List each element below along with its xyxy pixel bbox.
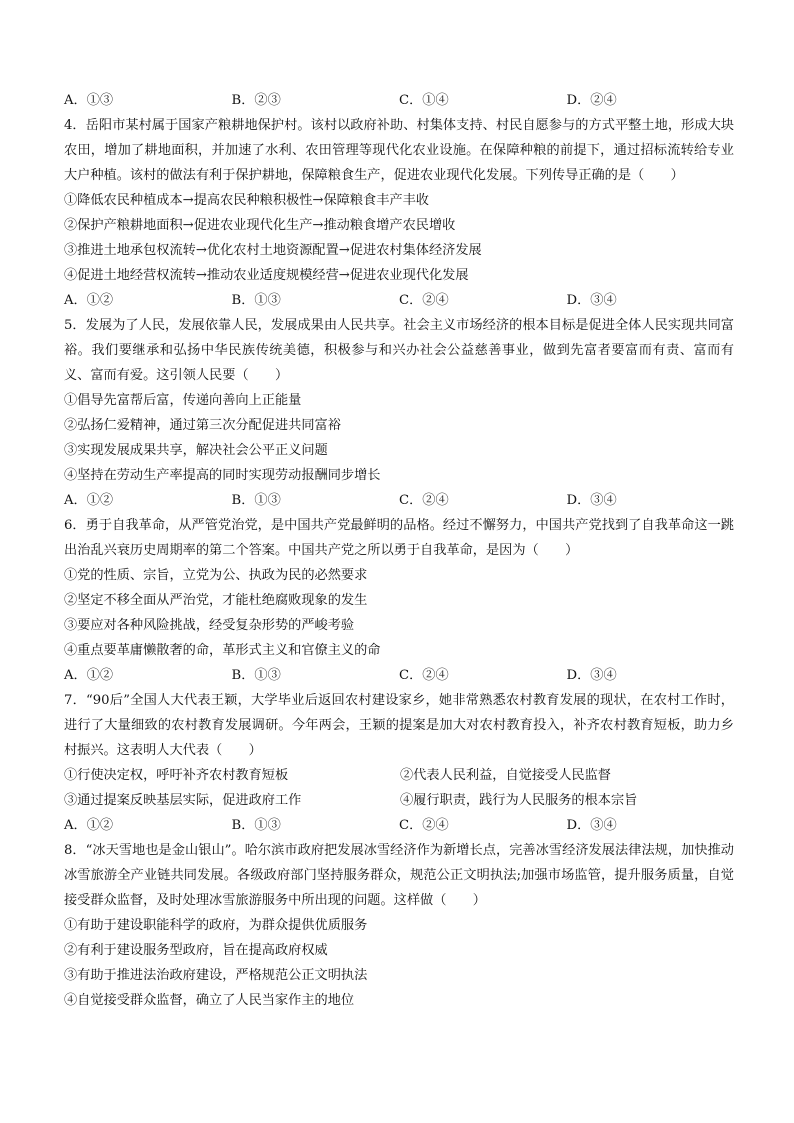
q8-item-4: ④自觉接受群众监督，确立了人民当家作主的地位 xyxy=(64,993,355,1008)
q6-options xyxy=(64,663,734,688)
q5-option-a: A．①② xyxy=(64,493,114,508)
q4-item-2: ②保护产粮耕地面积→促进农业现代化生产→推动粮食增产农民增收 xyxy=(64,218,456,233)
q5-option-b: B．①③ xyxy=(231,493,281,508)
q6-option-b: B．①③ xyxy=(231,668,281,683)
q5-item-3: ③实现发展成果共享，解决社会公平正义问题 xyxy=(64,443,328,458)
q4-option-d: D．③④ xyxy=(566,293,617,308)
q8-item-2: ②有利于建设服务型政府，旨在提高政府权威 xyxy=(64,943,328,958)
q7-option-b: B．①③ xyxy=(231,818,281,833)
q5-stem: 5．发展为了人民，发展依靠人民，发展成果由人民共享。社会主义市场经济的根本目标是促进全体人民实现共同富裕。我们要继承和弘扬中华民族传统美德，积极参与和兴办社会公益慈善事业，做到先富者要富而有责、富而有义、富而有爱。这引领人民要（ ） xyxy=(64,318,734,383)
q8-item-3: ③有助于推进法治政府建设，严格规范公正文明执法 xyxy=(64,968,368,983)
q3-option-b: B．②③ xyxy=(231,93,281,108)
q8-stem: 8．“冰天雪地也是金山银山”。哈尔滨市政府把发展冰雪经济作为新增长点，完善冰雪经济发展法律法规，加快推动冰雪旅游全产业链共同发展。各级政府部门坚持服务群众，规范公正文明执法;加强市场监管，提升服务质量，自觉接受群众监督，及时处理冰雪旅游服务中所出现的问题。这样做（ ） xyxy=(64,843,734,908)
q4-item-3: ③推进土地承包权流转→优化农村土地资源配置→促进农村集体经济发展 xyxy=(64,243,482,258)
q8-item-1: ①有助于建设职能科学的政府，为群众提供优质服务 xyxy=(64,918,368,933)
q4-option-a: A．①② xyxy=(64,293,114,308)
q7-item-2: ②代表人民利益，自觉接受人民监督 xyxy=(400,768,611,783)
q5-option-c: C．②④ xyxy=(399,493,449,508)
q3-options xyxy=(64,88,734,113)
q7-options xyxy=(64,813,734,838)
q5-options xyxy=(64,488,734,513)
q7-item-3: ③通过提案反映基层实际，促进政府工作 xyxy=(64,793,302,808)
q6-item-1: ①党的性质、宗旨，立党为公、执政为民的必然要求 xyxy=(64,568,368,583)
q4-option-b: B．①③ xyxy=(231,293,281,308)
q5-option-d: D．③④ xyxy=(566,493,617,508)
q5-item-2: ②弘扬仁爱精神，通过第三次分配促进共同富裕 xyxy=(64,418,341,433)
q7-option-d: D．③④ xyxy=(566,818,617,833)
exam-page xyxy=(64,88,734,1013)
q4-option-c: C．②④ xyxy=(399,293,449,308)
q3-option-d: D．②④ xyxy=(566,93,617,108)
q7-items-row-2 xyxy=(64,788,734,813)
q5-item-1: ①倡导先富帮后富，传递向善向上正能量 xyxy=(64,393,302,408)
q3-option-a: A．①③ xyxy=(64,93,114,108)
q6-item-4: ④重点要革庸懒散奢的命，革形式主义和官僚主义的命 xyxy=(64,643,381,658)
q4-options xyxy=(64,288,734,313)
q4-stem: 4．岳阳市某村属于国家产粮耕地保护村。该村以政府补助、村集体支持、村民自愿参与的方式平整土地，形成大块农田，增加了耕地面积，并加速了水利、农田管理等现代化农业设施。在保障种粮的前提下，通过招标流转给专业大户种植。该村的做法有利于保护耕地，保障粮食生产，促进农业现代化发展。下列传导正确的是（ ） xyxy=(64,118,734,183)
q6-option-a: A．①② xyxy=(64,668,114,683)
q6-item-2: ②坚定不移全面从严治党，才能杜绝腐败现象的发生 xyxy=(64,593,368,608)
q7-item-4: ④履行职责，践行为人民服务的根本宗旨 xyxy=(400,793,638,808)
q7-items-row-1 xyxy=(64,763,734,788)
q3-option-c: C．①④ xyxy=(399,93,449,108)
q6-option-d: D．③④ xyxy=(566,668,617,683)
q6-item-3: ③要应对各种风险挑战，经受复杂形势的严峻考验 xyxy=(64,618,355,633)
q7-item-1: ①行使决定权，呼吁补齐农村教育短板 xyxy=(64,768,289,783)
q6-stem: 6．勇于自我革命，从严管党治党，是中国共产党最鲜明的品格。经过不懈努力，中国共产党找到了自我革命这一跳出治乱兴衰历史周期率的第二个答案。中国共产党之所以勇于自我革命，是因为（ ） xyxy=(64,518,734,558)
q7-stem: 7．“90后”全国人大代表王颖，大学毕业后返回农村建设家乡，她非常熟悉农村教育发展的现状，在农村工作时，进行了大量细致的农村教育发展调研。今年两会，王颖的提案是加大对农村教育投入，补齐农村教育短板，助力乡村振兴。这表明人大代表（ ） xyxy=(64,693,734,758)
q7-option-c: C．②④ xyxy=(399,818,449,833)
q7-option-a: A．①② xyxy=(64,818,114,833)
q4-item-1: ①降低农民种植成本→提高农民种粮积极性→保障粮食丰产丰收 xyxy=(64,193,429,208)
q5-item-4: ④坚持在劳动生产率提高的同时实现劳动报酬同步增长 xyxy=(64,468,381,483)
q4-item-4: ④促进土地经营权流转→推动农业适度规模经营→促进农业现代化发展 xyxy=(64,268,469,283)
q6-option-c: C．②④ xyxy=(399,668,449,683)
